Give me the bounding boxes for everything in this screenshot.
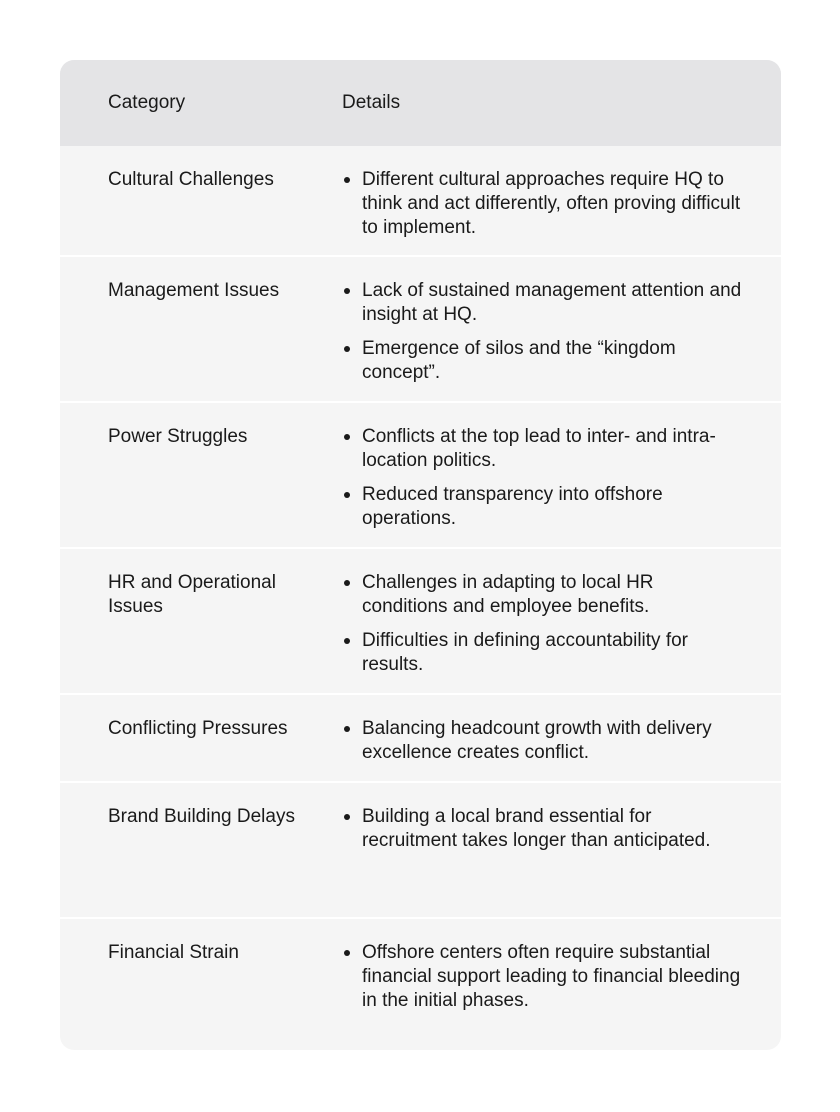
bullet-icon xyxy=(344,288,350,294)
row-details xyxy=(342,941,742,1013)
table-row xyxy=(60,695,781,783)
detail-item: Building a local brand essential for recruitment takes longer than anticipated. xyxy=(342,805,742,853)
table-row xyxy=(60,146,781,257)
table-row xyxy=(60,257,781,403)
row-category: Management Issues xyxy=(108,280,280,301)
detail-item: Offshore centers often require substantial financial support leading to financial bleeding in the initial phases. xyxy=(342,941,742,1013)
row-details xyxy=(342,571,742,677)
row-category: Financial Strain xyxy=(108,942,239,963)
row-details xyxy=(342,805,742,853)
table-row xyxy=(60,919,781,1048)
bullet-icon xyxy=(344,814,350,820)
row-category: Conflicting Pressures xyxy=(108,718,288,739)
bullet-icon xyxy=(344,726,350,732)
row-details xyxy=(342,168,742,240)
bullet-icon xyxy=(344,492,350,498)
table-row xyxy=(60,783,781,919)
header-category: Category xyxy=(108,92,186,113)
bullet-icon xyxy=(344,434,350,440)
detail-item: Conflicts at the top lead to inter- and intra-location politics. xyxy=(342,425,742,473)
table-header xyxy=(60,60,781,146)
table-row xyxy=(60,403,781,549)
categories-table xyxy=(60,60,781,1050)
row-details xyxy=(342,717,742,765)
row-details xyxy=(342,279,742,385)
detail-item: Different cultural approaches require HQ to think and act differently, often proving difficult to implement. xyxy=(342,168,742,240)
bullet-icon xyxy=(344,950,350,956)
row-category: Power Struggles xyxy=(108,426,248,447)
header-details: Details xyxy=(342,92,401,113)
detail-item: Emergence of silos and the “kingdom concept”. xyxy=(342,337,742,385)
bullet-icon xyxy=(344,177,350,183)
table-row xyxy=(60,549,781,695)
detail-item: Reduced transparency into offshore operations. xyxy=(342,483,742,531)
bullet-icon xyxy=(344,346,350,352)
row-category: Cultural Challenges xyxy=(108,169,274,190)
detail-item: Balancing headcount growth with delivery excellence creates conflict. xyxy=(342,717,742,765)
detail-item: Lack of sustained management attention and insight at HQ. xyxy=(342,279,742,327)
row-category: HR and Operational Issues xyxy=(108,572,276,617)
bullet-icon xyxy=(344,638,350,644)
row-category: Brand Building Delays xyxy=(108,806,295,827)
detail-item: Challenges in adapting to local HR conditions and employee benefits. xyxy=(342,571,742,619)
row-details xyxy=(342,425,742,531)
bullet-icon xyxy=(344,580,350,586)
detail-item: Difficulties in defining accountability for results. xyxy=(342,629,742,677)
